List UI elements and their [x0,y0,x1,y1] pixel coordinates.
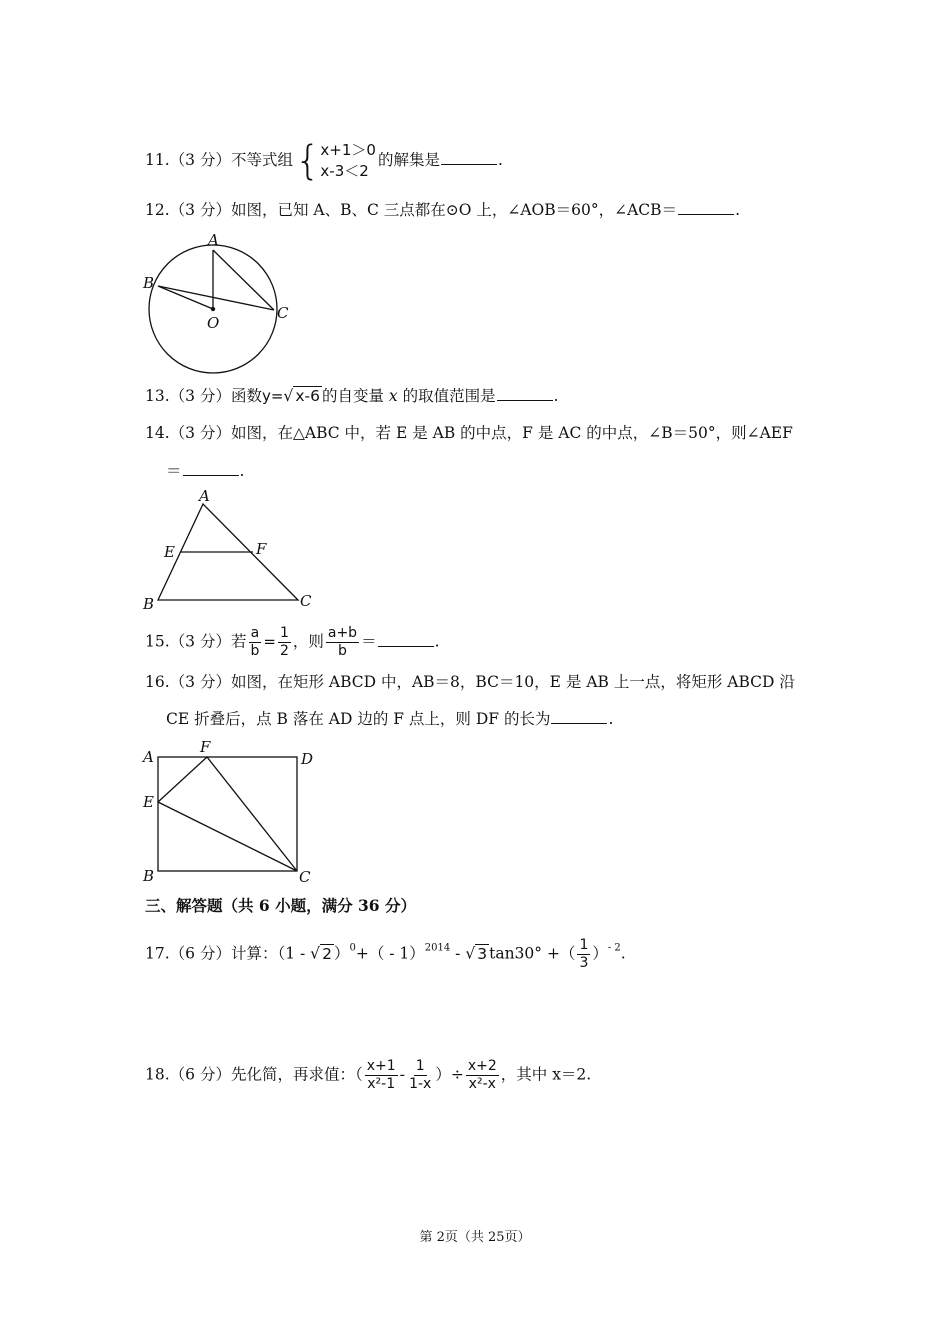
section-heading: 三、解答题（共 6 小题，满分 36 分） [145,896,416,915]
label-b: B [143,595,155,612]
numerator: a [250,625,260,641]
question-14-line2 [166,461,244,481]
operator: ）÷ [435,1065,464,1084]
sqrt-2: √ 2 [310,944,332,963]
period: . [553,387,559,405]
operator: - [399,1065,406,1084]
denominator: 2 [279,643,289,659]
denominator: x²-1 [367,1076,396,1092]
period: . [239,462,245,480]
period: . [497,151,503,169]
question-text: 如图，已知 A、B、C 三点都在⊙O 上，∠AOB＝60°，∠ACB＝ [230,201,678,219]
sqrt-expression: √ x-6 [283,387,320,405]
label-c: C [299,868,311,886]
question-text: 的自变量 [321,387,384,405]
fraction-apb-b [326,625,359,660]
rectangle-abcd [158,757,297,871]
question-text: 的解集是 [377,151,440,169]
segment-ac [213,250,274,310]
denominator: x²-x [468,1076,496,1092]
answer-blank [441,150,497,165]
term: tan30° +（ [489,944,576,963]
question-text: ＝ [166,462,182,480]
triangle-figure [140,486,330,612]
fraction-1 [365,1058,398,1093]
answer-blank [551,709,607,724]
period: . [608,710,614,728]
numerator: x+1 [366,1058,396,1074]
question-number: 12.（3 分） [145,201,231,219]
segment-bo [158,286,213,309]
question-text: ＝ [361,632,377,651]
denominator: 1-x [409,1076,432,1092]
exponent: - 2 [607,942,621,954]
rectangle-figure [140,736,330,888]
question-text: 的取值范围是 [402,387,496,405]
numerator: 1 [279,625,289,641]
question-16-line2 [166,709,613,729]
label-e: E [164,543,175,561]
equals-sign: = [263,632,276,651]
exponent: 0 [349,942,356,954]
variable-x: x [388,387,398,405]
numerator: x+2 [467,1058,497,1074]
label-d: D [301,750,314,768]
label-f: F [200,738,211,756]
question-16 [145,672,795,692]
question-number: 15.（3 分） [145,632,231,651]
question-text: 不等式组 [230,151,293,169]
numerator: 1 [579,937,589,953]
question-17 [145,937,626,972]
question-number: 14.（3 分） [145,424,231,442]
denominator: b [338,643,347,659]
question-number: 11.（3 分） [145,151,231,169]
fraction-2 [407,1058,433,1093]
term: +（ - 1） [355,944,425,963]
operator: - [450,944,466,963]
question-text: 先化简，再求值：（ [230,1065,363,1084]
label-f: F [256,540,267,558]
label-a: A [208,231,219,249]
answer-blank [183,461,239,476]
question-number: 17.（6 分） [145,944,231,963]
radicand: 3 [477,944,488,963]
label-e: E [143,793,154,811]
question-number: 16.（3 分） [145,673,231,691]
paren: ） [592,944,608,963]
label-a: A [143,748,154,766]
question-13 [145,386,559,406]
fraction-3 [466,1058,499,1093]
inequality-system [295,140,376,182]
label-b: B [143,867,155,885]
circle-figure [140,230,300,375]
fraction-one-half [278,625,291,660]
question-18 [145,1058,591,1093]
answer-blank [678,200,734,215]
page-footer: 第 2页（共 25页） [419,1230,531,1245]
label-o: O [207,314,220,332]
question-text: ，则 [292,632,324,651]
label-c: C [300,592,312,610]
period: . [434,632,440,651]
question-text: 若 [230,632,247,651]
label-b: B [143,274,155,292]
question-14 [145,423,793,443]
question-number: 13.（3 分） [145,387,231,405]
radicand: 2 [322,944,332,963]
question-number: 18.（6 分） [145,1065,231,1084]
period: . [735,201,740,219]
sqrt-3: √ 3 [465,944,488,963]
question-text: 函数 [230,387,262,405]
fraction-one-third [577,937,590,972]
question-text: ，其中 x＝2. [500,1065,592,1084]
inequality-1: x+1＞0 [320,141,376,159]
question-text: 计算：（1 - [230,944,311,963]
paren: ） [333,944,350,963]
period: . [620,944,626,963]
question-15 [145,625,440,660]
segment-bc [158,286,274,310]
answer-blank [378,632,434,647]
question-text: 如图，在矩形 ABCD 中，AB＝8，BC＝10，E 是 AB 上一点，将矩形 ABCD 沿 [230,673,795,691]
denominator: b [250,643,260,659]
numerator: 1 [415,1058,425,1074]
exponent: 2014 [424,942,451,954]
numerator: a+b [327,625,358,641]
label-a: A [199,487,210,505]
answer-blank [497,386,553,401]
center-point [211,307,215,311]
brace-icon: { [294,138,321,184]
label-c: C [277,304,289,322]
fraction-a-b [248,625,261,660]
denominator: 3 [579,955,589,971]
question-12 [145,200,740,220]
inequality-2: x-3＜2 [320,162,369,180]
question-11 [145,140,503,182]
folded-triangle [158,757,297,871]
question-text: CE 折叠后，点 B 落在 AD 边的 F 点上，则 DF 的长为 [166,710,551,728]
function-y: y= [261,387,284,405]
radicand: x-6 [295,387,320,405]
question-text: 如图，在△ABC 中，若 E 是 AB 的中点，F 是 AC 的中点，∠B＝50°，则∠AEF [230,424,793,442]
